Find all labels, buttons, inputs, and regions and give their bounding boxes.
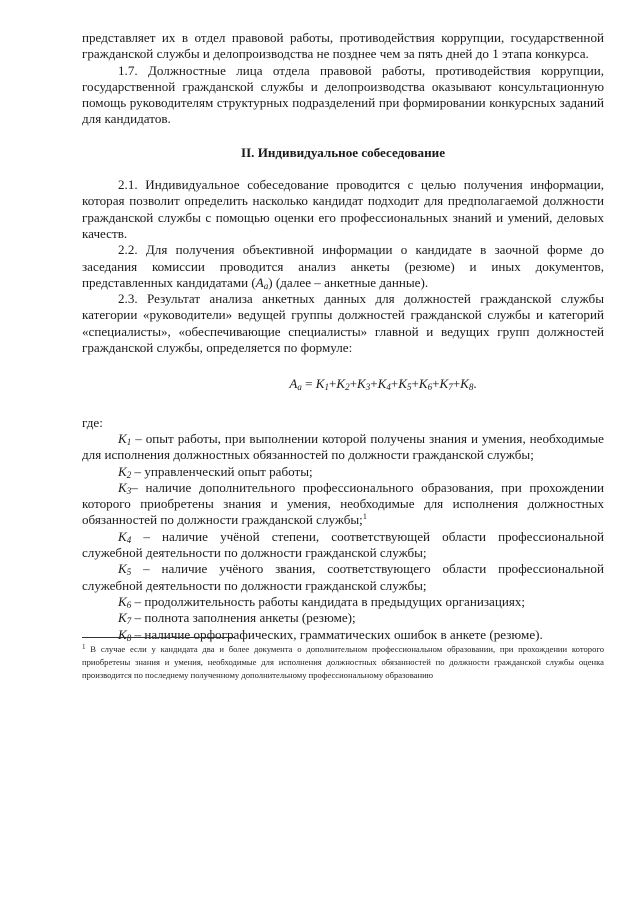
definition-k3: $K_3-$ наличие дополнительного профессионального образования, при прохождении которого приобретены знания и умения, необходимые для исполнения должностных обязанностей по должности гражданской службы;$^1$ xyxy=(82,479,604,528)
definition-k2: $K_2$ – управленческий опыт работы; xyxy=(118,463,313,480)
footnote xyxy=(82,643,604,681)
definition-k4: $K_4$ – наличие учёной степени, соответствующей области профессиональной служебной деятельности по должности гражданской службы; xyxy=(82,528,604,561)
where-label: где: xyxy=(82,414,103,430)
paragraph-2-2-text-start: 2.2. Для получения объективной информации о кандидате в заочной форме до заседания комиссии проводится анализ анкеты (резюме) и иных документов, представленных кандидатами ( xyxy=(82,242,604,290)
formula-term: $K_8$ xyxy=(460,376,474,393)
symbol-a: $A_a$ xyxy=(255,274,269,291)
footnote-text: В случае если у кандидата два и более документа о дополнительном профессиональном образовании, при прохождении которого приобретены знания и умения, необходимые для исполнения должностных обязанностей по должности гражданской службы оценка производится по последнему полученному дополнительному профессиональному образованию xyxy=(82,644,604,680)
document-page xyxy=(82,30,604,643)
paragraph-2-2 xyxy=(82,242,604,291)
definition-k6: $K_6$ – продолжительность работы кандидата в предыдущих организациях; xyxy=(118,593,526,610)
paragraph-2-2-text-end: ) (далее – анкетные данные). xyxy=(268,274,429,290)
formula: $A_a = K_1+K_2+K_3+K_4+K_5+K_6+K_7+K_8$. xyxy=(289,376,477,393)
paragraph-1-7: 1.7. Должностные лица отдела правовой работы, противодействия коррупции, государственной гражданской службы и делопроизводства оказывают консультационную помощь руководителям структурных подразделений при формировании конкурсных заданий для кандидатов. xyxy=(82,62,604,127)
formula-term: $K_5$ xyxy=(398,376,412,393)
formula-term: $K_4$ xyxy=(377,376,391,393)
footnote-marker: 1 xyxy=(82,643,86,651)
definition-k1: $K_1$ – опыт работы, при выполнении которой получены знания и умения, необходимые для исполнения должностных обязанностей по должности гражданской службы; xyxy=(82,430,604,463)
definition-k5: $K_5$ – наличие учёного звания, соответствующего области профессиональной служебной деятельности по должности гражданской службы; xyxy=(82,561,604,593)
formula-term: $K_3$ xyxy=(357,376,371,393)
formula-term: $K_6$ xyxy=(418,376,433,393)
footnote-reference[interactable]: 1 xyxy=(362,512,367,522)
formula-lhs: $A_a$ xyxy=(289,376,302,393)
formula-term: $K_2$ xyxy=(336,376,350,393)
definition-k8: $K_8$ – наличие орфографических, грамматических ошибок в анкете (резюме). xyxy=(118,626,543,643)
definition-k7: $K_7$ – полнота заполнения анкеты (резюме); xyxy=(118,610,356,627)
paragraph-2-1: 2.1. Индивидуальное собеседование проводится с целью получения информации, которая позволит определить насколько кандидат подходит для предполагаемой должности гражданской службы с помощью оценки его профессиональных знаний и умений, деловых качеств. xyxy=(82,177,604,241)
formula-equals: = xyxy=(301,376,316,392)
footnote-divider xyxy=(82,637,234,638)
paragraph-2-3: 2.3. Результат анализа анкетных данных для должностей гражданской службы категории «руководители» ведущей группы должностей гражданской службы и категорий «специалисты», «обеспечивающие специалисты» главной и ведущих групп должностей гражданской службы, определяется по формуле: xyxy=(82,291,604,356)
section-heading: II. Индивидуальное собеседование xyxy=(240,144,446,160)
paragraph-continuation: представляет их в отдел правовой работы, противодействия коррупции, государственной гражданской службы и делопроизводства не позднее чем за пять дней до 1 этапа конкурса. xyxy=(82,30,604,62)
formula-term: $K_1$ xyxy=(315,376,329,393)
formula-term: $K_7$ xyxy=(439,376,453,393)
